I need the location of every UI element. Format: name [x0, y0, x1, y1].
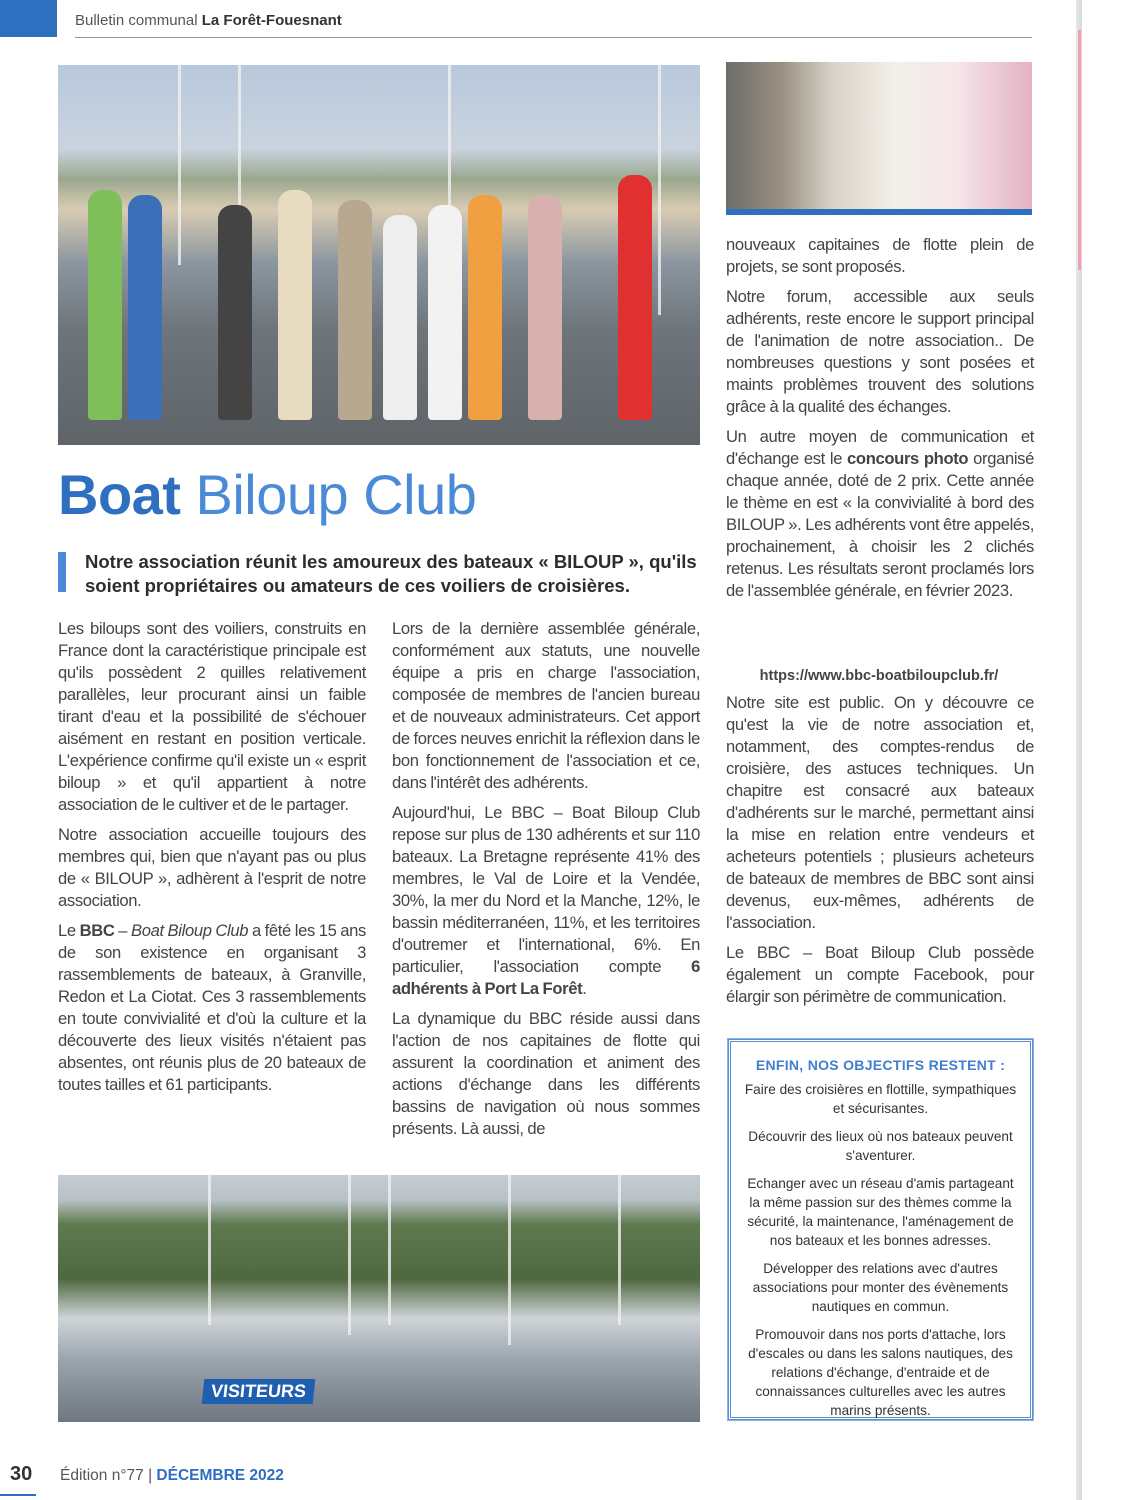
objective-item: Développer des relations avec d'autres associations pour monter des évènements nautiques en commun.: [752, 1261, 1009, 1314]
objective-item: Promouvoir dans nos ports d'attache, lors d'escales ou dans les salons nautiques, des relations d'échange, d'entraide et de connaissances culturelles avec les autres marins présents.: [748, 1327, 1013, 1418]
paragraph: Notre site est public. On y découvre ce qu'est la vie de notre association et, notamment, des comptes-rendus de croisière, des astuces techniques. Un chapitre est consacré aux bateaux d'adhérents sur le marché, permettant ainsi la mise en relation entre vendeurs et acheteurs potentiels ; plusieurs acheteurs de bateaux de membres de BBC sont ainsi devenus, eux-mêmes, adhérents de l'association.: [726, 693, 1034, 932]
person: [218, 205, 252, 420]
objectives-title: ENFIN, NOS OBJECTIFS RESTENT :: [755, 1057, 1006, 1073]
paragraph: [726, 426, 1034, 602]
paragraph: La dynamique du BBC réside aussi dans l'action de nos capitaines de flotte qui assurent la coordination et animent des actions d'échange dans les différents bassins de navigation où nous sommes présents. Là aussi, de: [392, 1009, 700, 1138]
person: [128, 195, 162, 420]
paragraph: Les biloups sont des voiliers, construits en France dont la caractéristique principale est qu'ils possèdent 2 quilles relativement parallèles, leur procurant ainsi un faible tirant d'eau et la possibilité de s'échouer aisément en restant en position verticale. L'expérience confirme qu'il existe un « esprit biloup » et qu'il appartient à notre association de le cultiver et de le partager.: [58, 619, 366, 814]
mast: [508, 1175, 511, 1345]
header-prefix: Bulletin communal: [75, 12, 198, 29]
photo-group-on-quay: [58, 65, 700, 445]
text: a fêté les 15 ans de son existence en organisant 3 rassemblements de bateaux, à Granville, Redon et La Ciotat. Ces 3 rassemblements en toute convivialité et d'où la culture et la découverte des lieux visités n'étaient pas absentes, ont réunis plus de 20 bateaux de toutes tailles et 61 participants.: [58, 921, 366, 1094]
header-title: [75, 12, 342, 29]
text: organisé chaque année, doté de 2 prix. Cette année le thème en est « la convivialité à bord des BILOUP ». Les adhérents vont être appelés, prochainement, à choisir les 2 clichés retenus. Les résultats seront proclamés lors de l'assemblée générale, en février 2023.: [726, 449, 1034, 600]
italic-text: Boat Biloup Club: [131, 921, 249, 940]
paragraph: Le BBC – Boat Biloup Club possède également un compte Facebook, pour élargir son périmètre de communication.: [726, 943, 1034, 1006]
website-link[interactable]: https://www.bbc-boatbiloupclub.fr/: [759, 668, 999, 684]
bold-text: concours photo: [847, 449, 969, 468]
person: [88, 190, 122, 420]
objective-item: Faire des croisières en flottille, sympathiques et sécurisantes.: [744, 1082, 1017, 1116]
paragraph: Lors de la dernière assemblée générale, conformément aux statuts, une nouvelle équipe a pris en charge l'association, composée de membres de l'ancien bureau et de nouveaux administrateurs. Cet apport de forces neuves enrichit la réflexion dans le bon fonctionnement de l'association et ce, dans l'intérêt des adhérents.: [392, 619, 700, 792]
mast: [208, 1175, 211, 1325]
mast: [348, 1175, 351, 1335]
edition-info: [60, 1467, 284, 1485]
mast: [618, 1175, 621, 1325]
subtitle-bar: [58, 552, 66, 592]
title-light: Biloup Club: [195, 463, 477, 526]
paragraph: [392, 802, 700, 1000]
page-number: 30: [10, 1463, 33, 1485]
person: [338, 200, 372, 420]
objectives-box: [728, 1039, 1033, 1420]
paragraph: Notre forum, accessible aux seuls adhérents, reste encore le support principal de l'animation de notre association.. De nombreuses questions y sont posées et maints problèmes trouvent des solutions grâce à la qualité des échanges.: [726, 287, 1034, 416]
column-2: [392, 618, 700, 1148]
person: [468, 195, 502, 420]
column-3-top: [726, 234, 1034, 610]
objective-item: Echanger avec un réseau d'amis partageant la même passion sur des thèmes comme la sécurité, la maintenance, l'aménagement de nos bateaux et les bonnes adresses.: [747, 1176, 1014, 1248]
bold-text: 6 adhérents à Port La Forêt: [392, 957, 700, 998]
text: Un autre moyen de communication et d'échange est le: [726, 427, 1034, 468]
paragraph: [58, 920, 366, 1096]
edition-number: Édition n°77 |: [60, 1467, 153, 1484]
mast: [178, 65, 181, 265]
person: [528, 195, 562, 420]
paragraph: nouveaux capitaines de flotte plein de projets, se sont proposés.: [726, 235, 1034, 276]
title-bold: Boat: [58, 463, 181, 526]
objective-item: Découvrir des lieux où nos bateaux peuvent s'aventurer.: [748, 1129, 1013, 1163]
edition-date: DÉCEMBRE 2022: [156, 1467, 284, 1484]
text: Aujourd'hui, Le BBC – Boat Biloup Club repose sur plus de 130 adhérents et sur 110 bateaux. La Bretagne représente 41% des membres, le Val de Loire et la Vendée, 30%, la mer du Nord et la Manche, 12%, le bassin méditerranéen, 11%, et les territoires d'outremer et l'international, 6%. En particulier, l'association compte: [392, 803, 700, 976]
page-edge-accent: [1078, 30, 1081, 270]
photo-museum-entrance: [726, 62, 1032, 215]
mast: [388, 1175, 391, 1325]
page-number-underline: [0, 1494, 36, 1496]
photo-marina-boats: [58, 1175, 700, 1422]
visitors-sign: VISITEURS: [202, 1379, 316, 1404]
header-town: La Forêt-Fouesnant: [201, 12, 342, 29]
article-title: [58, 462, 476, 527]
text: –: [114, 921, 131, 940]
column-3-bottom: [726, 692, 1034, 1016]
column-1: [58, 618, 366, 1104]
header-rule: [75, 37, 1032, 38]
text: .: [582, 979, 587, 998]
paragraph: Notre association accueille toujours des membres qui, bien que n'ayant pas ou plus de « BILOUP », adhèrent à l'esprit de notre association.: [58, 825, 366, 910]
bold-text: BBC: [79, 921, 115, 940]
person: [618, 175, 652, 420]
person: [428, 205, 462, 420]
article-subtitle: Notre association réunit les amoureux des bateaux « BILOUP », qu'ils soient propriétaires ou amateurs de ces voiliers de croisières.: [85, 551, 697, 596]
text: Le: [58, 921, 80, 940]
person: [383, 215, 417, 420]
header-color-block: [0, 0, 57, 37]
mast: [658, 65, 661, 315]
person: [278, 190, 312, 420]
